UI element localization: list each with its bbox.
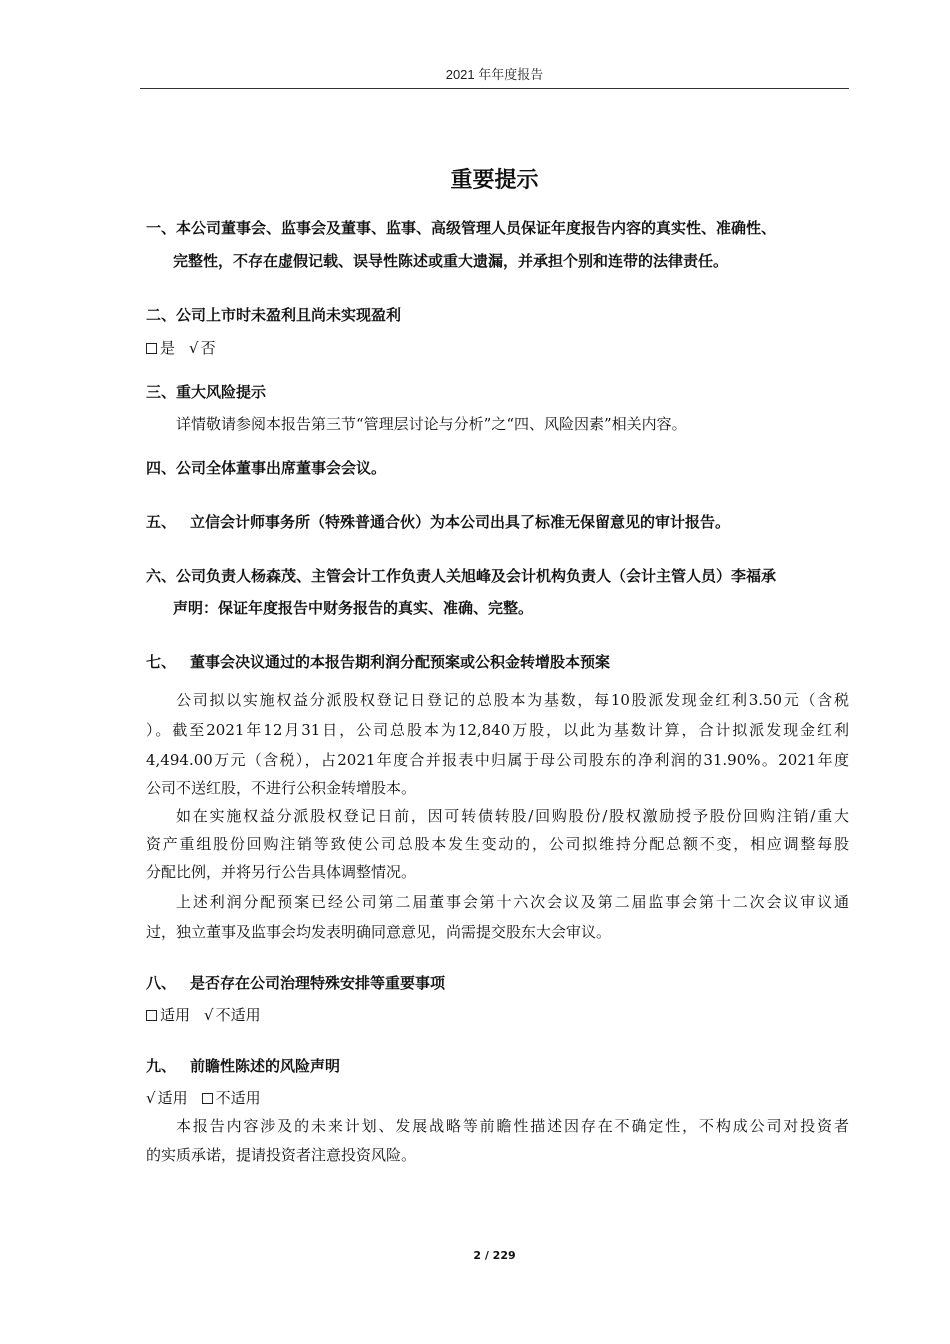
paragraph-line: 如在实施权益分派股权登记日前，因可转债转股/回购股份/股权激励授予股份回购注销/重大 xyxy=(176,807,849,825)
section-9-title: 前瞻性陈述的风险声明 xyxy=(190,1057,341,1075)
section-3-number: 三、 xyxy=(146,383,177,401)
section-2-number: 二、 xyxy=(146,306,177,324)
option-not-applicable-label: 不适用 xyxy=(215,1089,261,1107)
section-6-heading xyxy=(146,566,776,586)
checkbox-empty-icon xyxy=(146,343,157,354)
section-3-title: 重大风险提示 xyxy=(176,383,267,401)
section-8-number: 八、 xyxy=(146,974,177,992)
checkmark-icon: √ xyxy=(189,339,199,357)
section-7-title: 董事会决议通过的本报告期利润分配预案或公积金转增股本预案 xyxy=(190,653,611,671)
page-title: 重要提示 xyxy=(450,168,539,193)
header-divider xyxy=(140,88,849,89)
section-6-number: 六、 xyxy=(146,567,177,585)
section-3-heading xyxy=(146,382,266,402)
checkbox-empty-icon xyxy=(146,1010,157,1021)
page-number: 2 / 229 xyxy=(473,1249,516,1262)
paragraph-line: 本报告内容涉及的未来计划、发展战略等前瞻性描述因存在不确定性，不构成公司对投资者 xyxy=(176,1117,849,1135)
paragraph-line: 的实质承诺，提请投资者注意投资风险。 xyxy=(146,1146,417,1164)
section-3-body: 详情敬请参阅本报告第三节“管理层讨论与分析”之“四、风险因素”相关内容。 xyxy=(176,415,687,433)
paragraph-line: 分配比例，并将另行公告具体调整情况。 xyxy=(146,863,417,881)
section-1-line-2: 完整性，不存在虚假记载、误导性陈述或重大遗漏，并承担个别和连带的法律责任。 xyxy=(173,252,729,270)
section-5-number: 五、 xyxy=(146,513,177,531)
section-8-heading xyxy=(146,973,445,993)
option-applicable-label: 适用 xyxy=(157,1089,188,1107)
page-header: 2021 年年度报告 xyxy=(445,67,544,82)
section-7-heading xyxy=(146,652,610,672)
checkmark-icon: √ xyxy=(204,1006,214,1024)
section-2-heading xyxy=(146,305,401,325)
option-no-label: 否 xyxy=(200,339,216,357)
checkbox-empty-icon xyxy=(202,1093,213,1104)
section-1-number: 一、 xyxy=(146,219,177,237)
section-1-heading xyxy=(146,218,776,238)
section-5-heading xyxy=(146,512,730,532)
section-9-options xyxy=(146,1088,261,1108)
section-2-title: 公司上市时未盈利且尚未实现盈利 xyxy=(176,306,402,324)
paragraph-line: 过，独立董事及监事会均发表明确同意意见，尚需提交股东大会审议。 xyxy=(146,923,612,941)
option-applicable-label: 适用 xyxy=(160,1006,191,1024)
section-9-number: 九、 xyxy=(146,1057,177,1075)
paragraph-line: 4,494.00万元（含税），占2021年度合并报表中归属于母公司股东的净利润的31.90%。2021年度 xyxy=(146,751,849,769)
section-5-title: 立信会计师事务所（特殊普通合伙）为本公司出具了标准无保留意见的审计报告。 xyxy=(190,513,731,531)
section-4-title: 公司全体董事出席董事会会议。 xyxy=(176,459,387,477)
section-1-line-1: 本公司董事会、监事会及董事、监事、高级管理人员保证年度报告内容的真实性、准确性、 xyxy=(176,219,777,237)
option-yes-label: 是 xyxy=(160,339,176,357)
section-9-heading xyxy=(146,1056,340,1076)
paragraph-line: 上述利润分配预案已经公司第二届董事会第十六次会议及第二届监事会第十二次会议审议通 xyxy=(176,893,849,911)
checkmark-icon: √ xyxy=(146,1089,156,1107)
section-8-options xyxy=(146,1005,261,1025)
section-6-line-1: 公司负责人杨森茂、主管会计工作负责人关旭峰及会计机构负责人（会计主管人员）李福承 xyxy=(176,567,777,585)
paragraph-line: 公司拟以实施权益分派股权登记日登记的总股本为基数，每10股派发现金红利3.50元（含税 xyxy=(176,691,849,709)
section-6-line-2: 声明：保证年度报告中财务报告的真实、准确、完整。 xyxy=(173,599,534,617)
section-7-number: 七、 xyxy=(146,653,177,671)
paragraph-line: 资产重组股份回购注销等致使公司总股本发生变动的，公司拟维持分配总额不变，相应调整每股 xyxy=(146,835,849,853)
paragraph-line: ）。截至2021年12月31日，公司总股本为12,840万股，以此为基数计算，合计拟派发现金红利 xyxy=(146,721,849,739)
option-not-applicable-label: 不适用 xyxy=(215,1006,261,1024)
paragraph-line: 公司不送红股，不进行公积金转增股本。 xyxy=(146,779,417,797)
section-8-title: 是否存在公司治理特殊安排等重要事项 xyxy=(190,974,446,992)
section-2-options xyxy=(146,338,216,358)
section-4-number: 四、 xyxy=(146,459,177,477)
section-4-heading xyxy=(146,458,386,478)
